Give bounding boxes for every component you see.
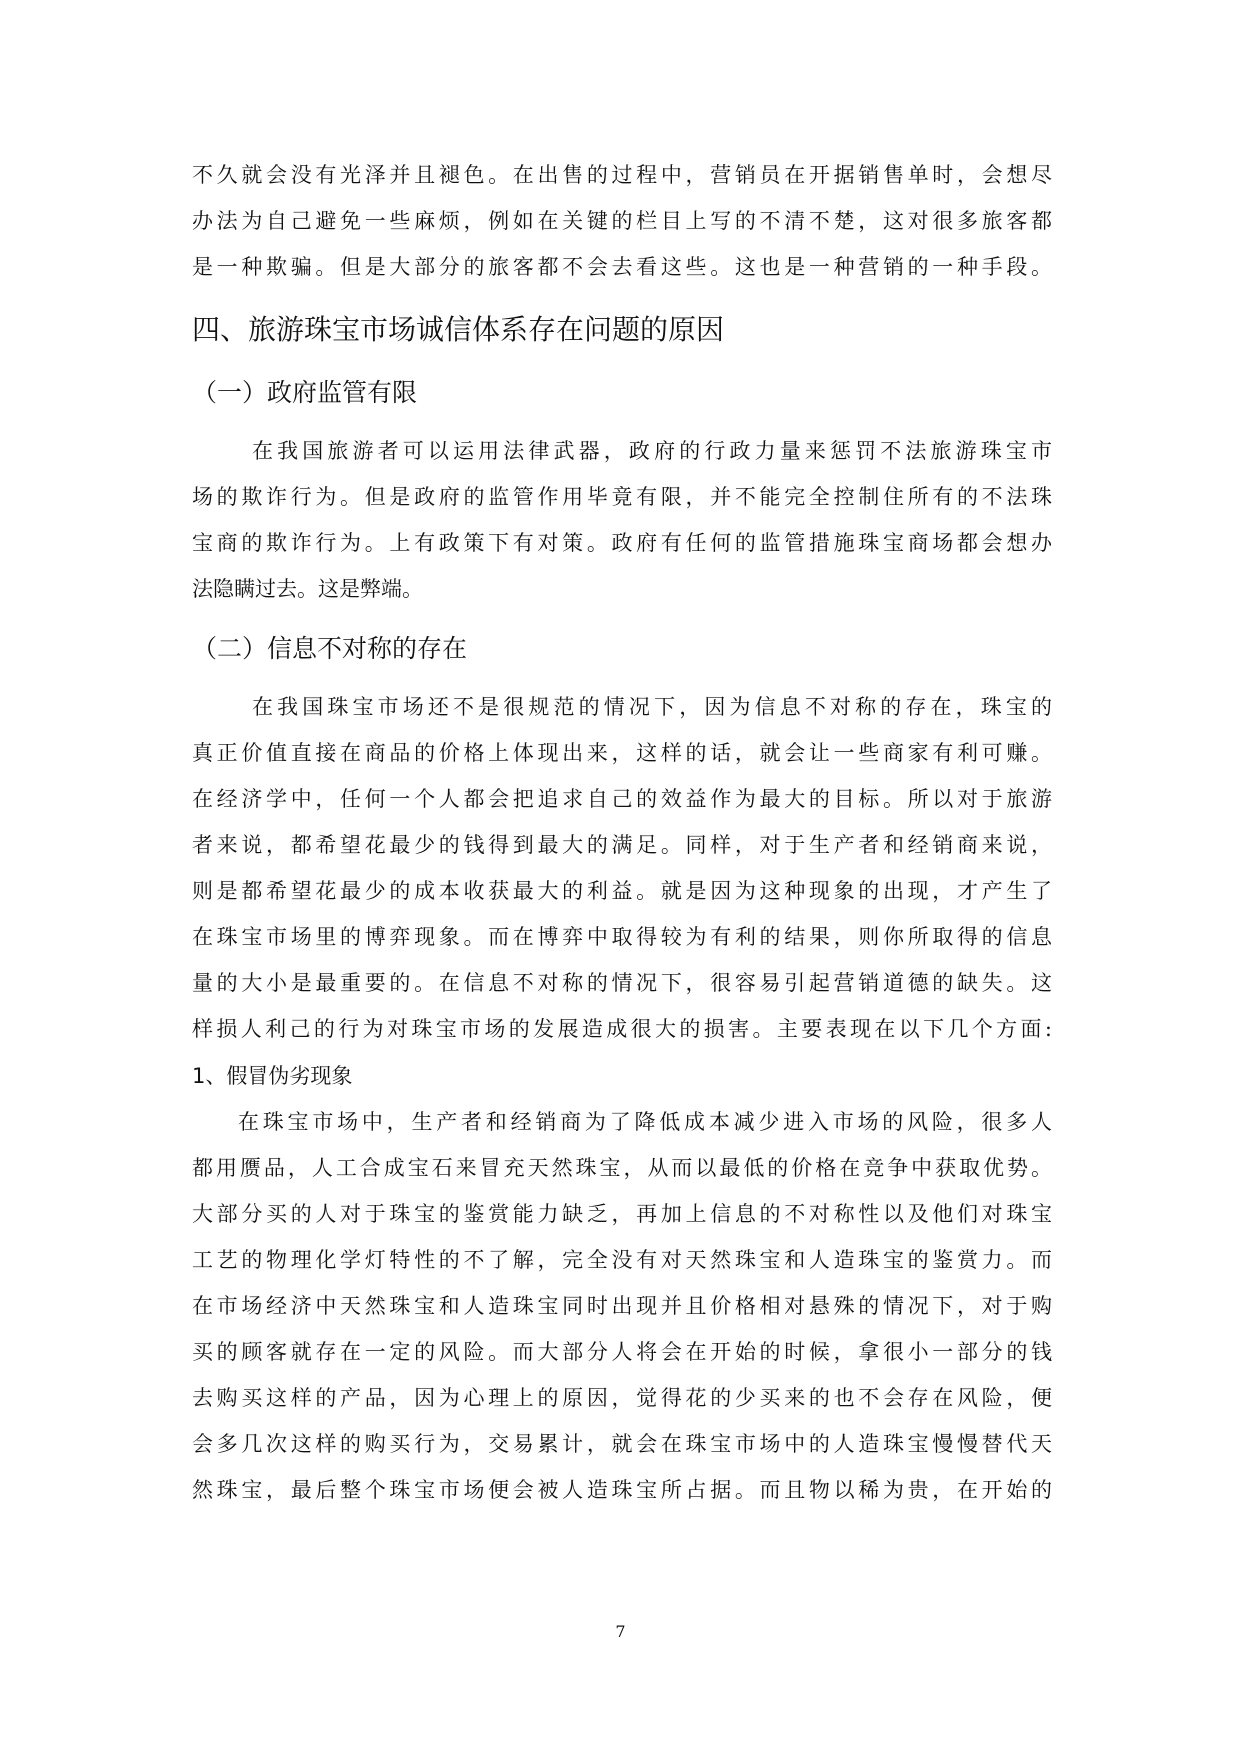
subsection-heading: （一）政府监管有限: [192, 378, 418, 407]
text-line: 工艺的物理化学灯特性的不了解，完全没有对天然珠宝和人造珠宝的鉴赏力。而: [192, 1248, 1052, 1272]
page-number: 7: [615, 1622, 626, 1641]
text-line: 是一种欺骗。但是大部分的旅客都不会去看这些。这也是一种营销的一种手段。: [192, 255, 1052, 279]
text-line: 大部分买的人对于珠宝的鉴赏能力缺乏，再加上信息的不对称性以及他们对珠宝: [192, 1202, 1052, 1226]
text-line: 宝商的欺诈行为。上有政策下有对策。政府有任何的监管措施珠宝商场都会想办: [192, 531, 1052, 555]
text-line: 去购买这样的产品，因为心理上的原因，觉得花的少买来的也不会存在风险，便: [192, 1386, 1052, 1410]
text-line: 会多几次这样的购买行为，交易累计，就会在珠宝市场中的人造珠宝慢慢替代天: [192, 1432, 1052, 1456]
text-line: 样损人利己的行为对珠宝市场的发展造成很大的损害。主要表现在以下几个方面:: [192, 1017, 1052, 1041]
text-line: 在经济学中，任何一个人都会把追求自己的效益作为最大的目标。所以对于旅游: [192, 787, 1052, 811]
text-line: 在珠宝市场里的博弈现象。而在博弈中取得较为有利的结果，则你所取得的信息: [192, 925, 1052, 949]
text-line: 真正价值直接在商品的价格上体现出来，这样的话，就会让一些商家有利可赚。: [192, 741, 1052, 765]
text-line: 在市场经济中天然珠宝和人造珠宝同时出现并且价格相对悬殊的情况下，对于购: [192, 1294, 1052, 1318]
item-heading: 1、假冒伪劣现象: [192, 1064, 353, 1088]
text-line: 买的顾客就存在一定的风险。而大部分人将会在开始的时候，拿很小一部分的钱: [192, 1340, 1052, 1364]
text-line: 量的大小是最重要的。在信息不对称的情况下，很容易引起营销道德的缺失。这: [192, 971, 1052, 995]
text-line: 不久就会没有光泽并且褪色。在出售的过程中，营销员在开据销售单时，会想尽: [192, 163, 1052, 187]
text-line: 法隐瞒过去。这是弊端。: [192, 577, 423, 601]
section-heading: 四、旅游珠宝市场诚信体系存在问题的原因: [192, 313, 725, 346]
text-line: 在我国珠宝市场还不是很规范的情况下，因为信息不对称的存在，珠宝的: [252, 695, 1052, 719]
text-line: 则是都希望花最少的成本收获最大的利益。就是因为这种现象的出现，才产生了: [192, 879, 1052, 903]
text-line: 场的欺诈行为。但是政府的监管作用毕竟有限，并不能完全控制住所有的不法珠: [192, 485, 1052, 509]
text-line: 者来说，都希望花最少的钱得到最大的满足。同样，对于生产者和经销商来说，: [192, 833, 1052, 857]
subsection-heading: （二）信息不对称的存在: [192, 634, 468, 663]
text-line: 然珠宝，最后整个珠宝市场便会被人造珠宝所占据。而且物以稀为贵，在开始的: [192, 1478, 1052, 1502]
text-line: 在珠宝市场中，生产者和经销商为了降低成本减少进入市场的风险，很多人: [238, 1110, 1052, 1134]
text-line: 办法为自己避免一些麻烦，例如在关键的栏目上写的不清不楚，这对很多旅客都: [192, 209, 1052, 233]
text-line: 都用赝品，人工合成宝石来冒充天然珠宝，从而以最低的价格在竞争中获取优势。: [192, 1156, 1052, 1180]
text-line: 在我国旅游者可以运用法律武器，政府的行政力量来惩罚不法旅游珠宝市: [252, 439, 1052, 463]
